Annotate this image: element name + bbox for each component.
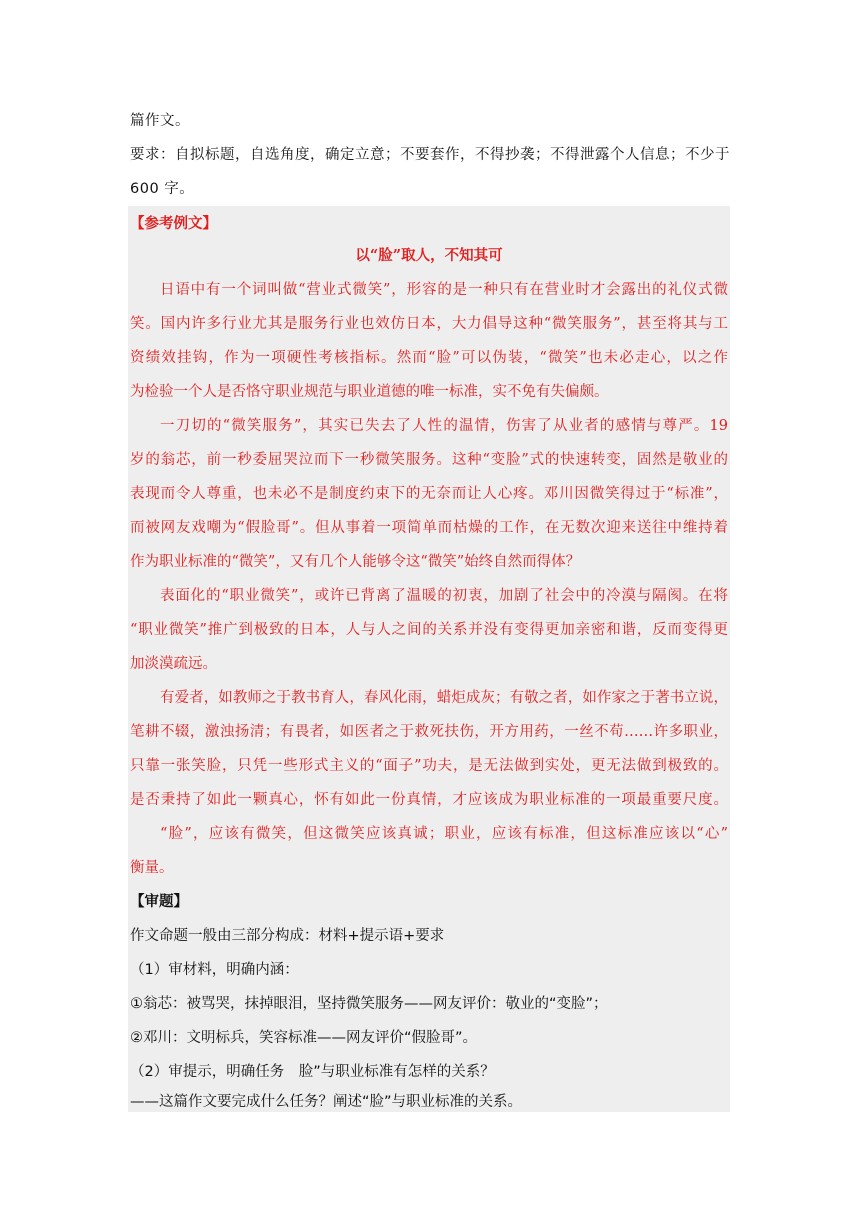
review-step-2a: ——这篇作文要完成什么任务？阐述“脸”与职业标准的关系。 [130,1094,523,1110]
review-intro: 作文命题一般由三部分构成：材料+提示语+要求 [130,928,445,944]
essay-line: “脸”，应该有微笑，但这微笑应该真诚；职业，应该有标准，但这标准应该以“心” [160,826,728,842]
essay-line: 日语中有一个词叫做“营业式微笑”，形容的是一种只有在营业时才会露出的礼仪式微 [160,282,728,298]
essay-line: 资绩效挂钩，作为一项硬性考核指标。然而“脸”可以伪装，“微笑”也未必走心，以之作 [130,350,728,366]
essay-line: “职业微笑”推广到极致的日本，人与人之间的关系并没有变得更加亲密和谐，反而变得更 [130,622,728,638]
essay-line: 而被网友戏嘲为“假脸哥”。但从事着一项简单而枯燥的工作，在无数次迎来送往中维持着 [130,520,728,536]
essay-line: 表面化的“职业微笑”，或许已背离了温暖的初衷，加剧了社会中的冷漠与隔阂。在将 [160,588,728,604]
essay-line: 为检验一个人是否恪守职业规范与职业道德的唯一标准，实不免有失偏颇。 [130,384,609,400]
requirement-line: 要求：自拟标题，自选角度，确定立意；不要套作，不得抄袭；不得泄露个人信息；不少于 [130,147,730,163]
review-heading: 【审题】 [130,894,188,910]
review-step-2: （2）审提示，明确任务 脸”与职业标准有怎样的关系？ [130,1064,495,1080]
essay-line: 作为职业标准的“微笑”，又有几个人能够令这“微笑”始终自然而得体？ [130,554,581,570]
essay-line: 是否秉持了如此一颗真心，怀有如此一份真情，才应该成为职业标准的一项最重要尺度。 [130,792,728,808]
instruction-line: 篇作文。 [130,113,190,129]
essay-line: 只靠一张笑脸，只凭一些形式主义的“面子”功夫，是无法做到实处，更无法做到极致的。 [130,758,728,774]
word-count-line: 600 字。 [130,181,195,197]
essay-line: 笑。国内许多行业尤其是服务行业也效仿日本，大力倡导这种“微笑服务”，甚至将其与工 [130,316,728,332]
review-step-1: （1）审材料，明确内涵： [130,962,299,978]
essay-line: 表现而令人尊重，也未必不是制度约束下的无奈而让人心疼。邓川因微笑得过于“标准”， [130,486,728,502]
essay-line: 一刀切的“微笑服务”，其实已失去了人性的温情，伤害了从业者的感情与尊严。19 [160,418,728,434]
essay-title: 以“脸”取人，不知其可 [355,247,503,264]
essay-line: 有爱者，如教师之于教书育人，春风化雨，蜡炬成灰；有敬之者，如作家之于著书立说， [160,690,728,706]
essay-line: 加淡漠疏远。 [130,656,217,672]
essay-line: 衡量。 [130,860,174,876]
review-step-1b: ②邓川：文明标兵，笑容标准——网友评价“假脸哥”。 [130,1030,478,1046]
essay-line: 笔耕不辍，激浊扬清；有畏者，如医者之于救死扶伤，开方用药，一丝不苟……许多职业， [130,724,728,740]
essay-line: 岁的翁芯，前一秒委屈哭泣而下一秒微笑服务。这种“变脸”式的快速转变，固然是敬业的 [130,452,728,468]
reference-essay-heading: 【参考例文】 [130,215,217,232]
review-step-1a: ①翁芯：被骂哭，抹掉眼泪，坚持微笑服务——网友评价：敬业的“变脸”； [130,996,608,1012]
